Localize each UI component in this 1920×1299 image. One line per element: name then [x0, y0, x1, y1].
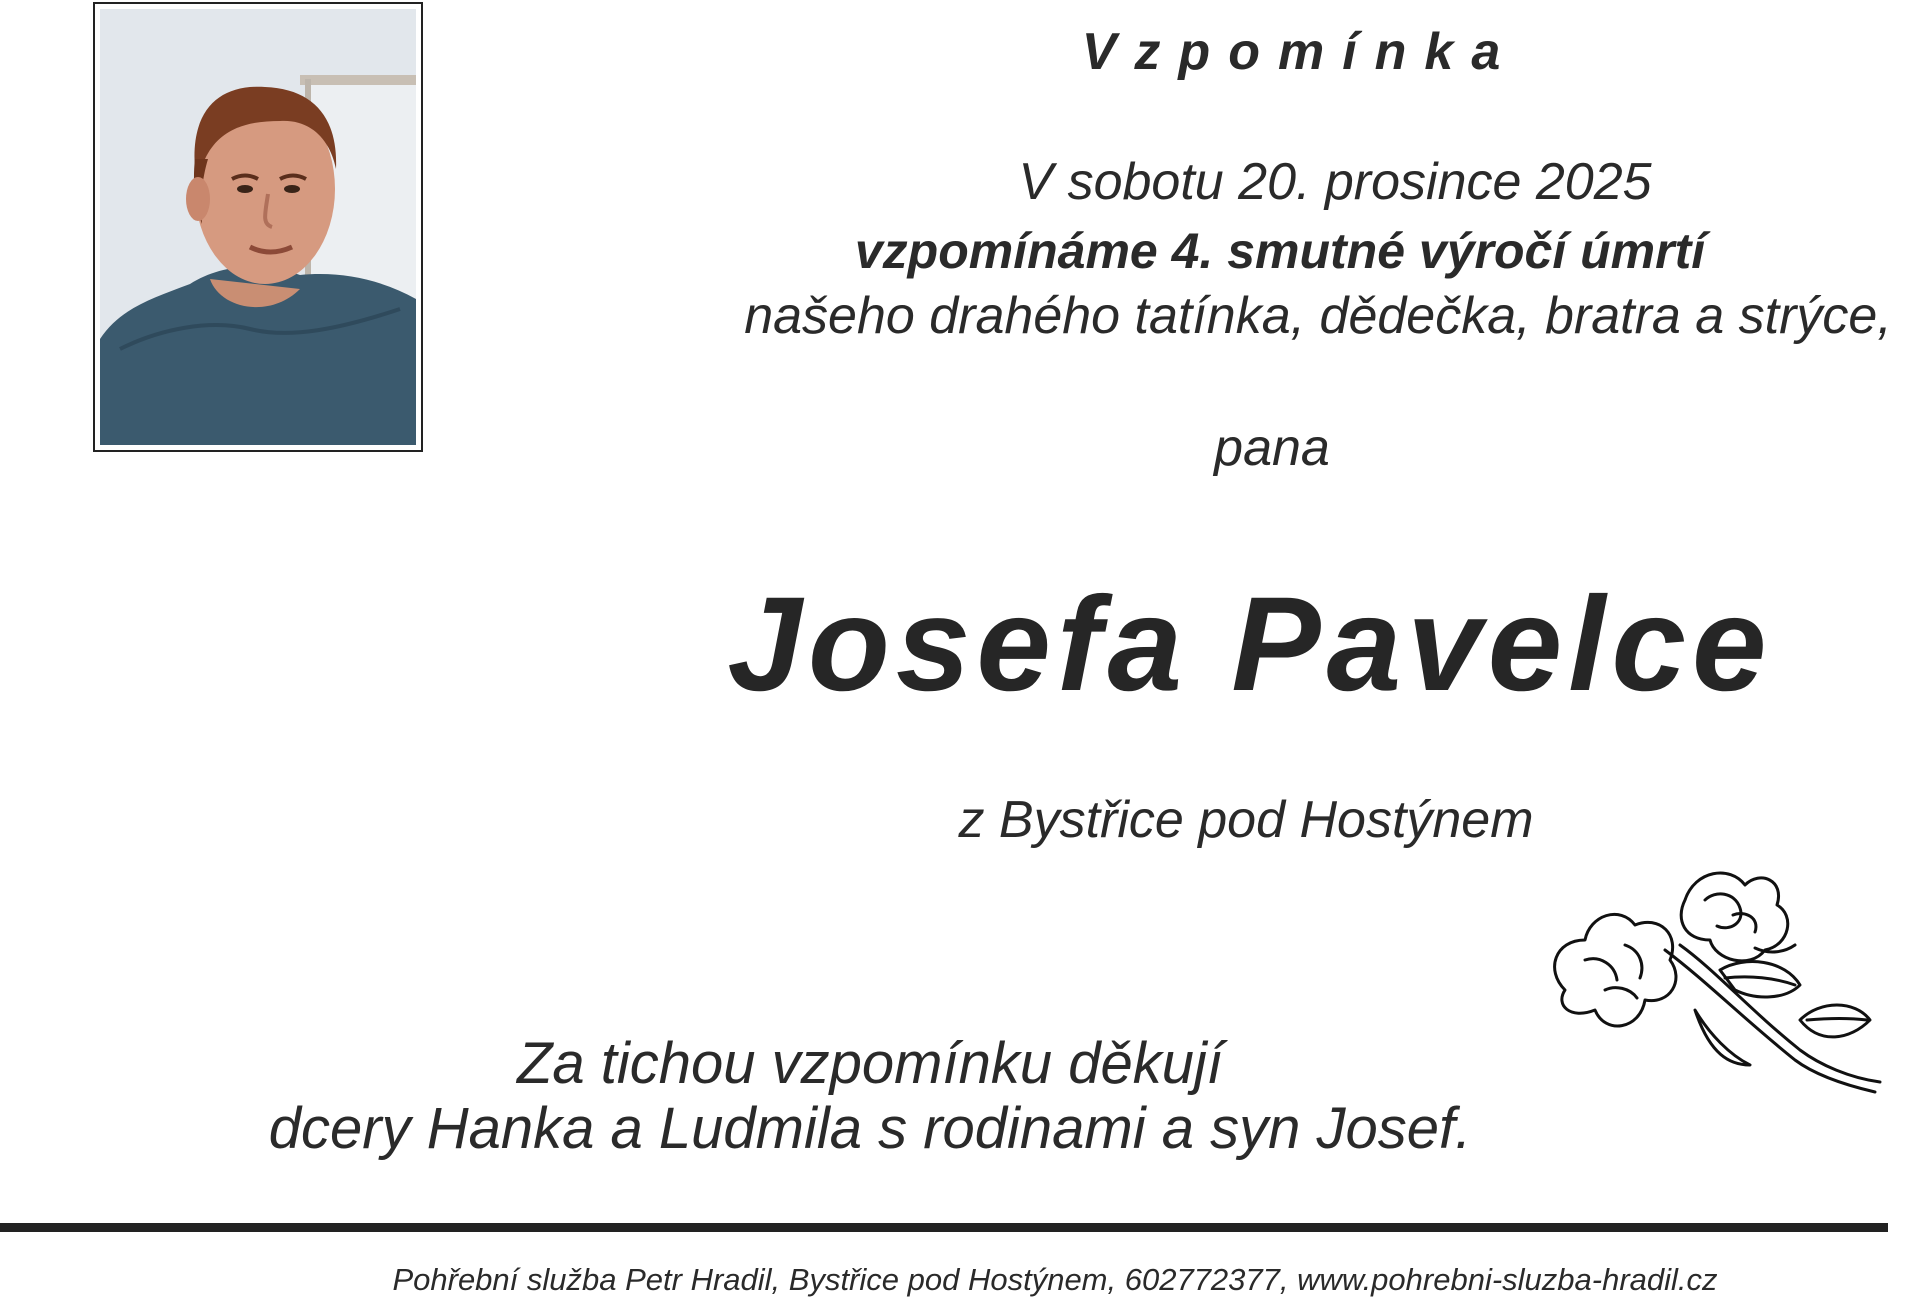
portrait-frame [93, 2, 423, 452]
portrait-illustration [100, 9, 416, 445]
anniversary-statement: vzpomínáme 4. smutné výročí úmrtí [854, 223, 1706, 279]
rose-flower-icon [1545, 860, 1885, 1100]
honorific: pana [1214, 419, 1330, 477]
deceased-name: Josefa Pavelce [727, 570, 1773, 719]
notice-heading: Vzpomínka [1081, 23, 1519, 81]
footer-divider [0, 1223, 1888, 1232]
funeral-service-footer: Pohřební služba Petr Hradil, Bystřice pod Hostýnem, 602772377, www.pohrebni-sluzba-hradil.cz [392, 1262, 1718, 1297]
relation-line: našeho drahého tatínka, dědečka, bratra a strýce, [744, 287, 1892, 345]
thanks-line-1: Za tichou vzpomínku děkují [516, 1031, 1224, 1096]
thanks-line-2: dcery Hanka a Ludmila s rodinami a syn Josef. [268, 1096, 1472, 1161]
portrait-photo [100, 9, 416, 445]
anniversary-date: V sobotu 20. prosince 2025 [1018, 153, 1652, 211]
hometown: z Bystřice pod Hostýnem [958, 791, 1534, 849]
